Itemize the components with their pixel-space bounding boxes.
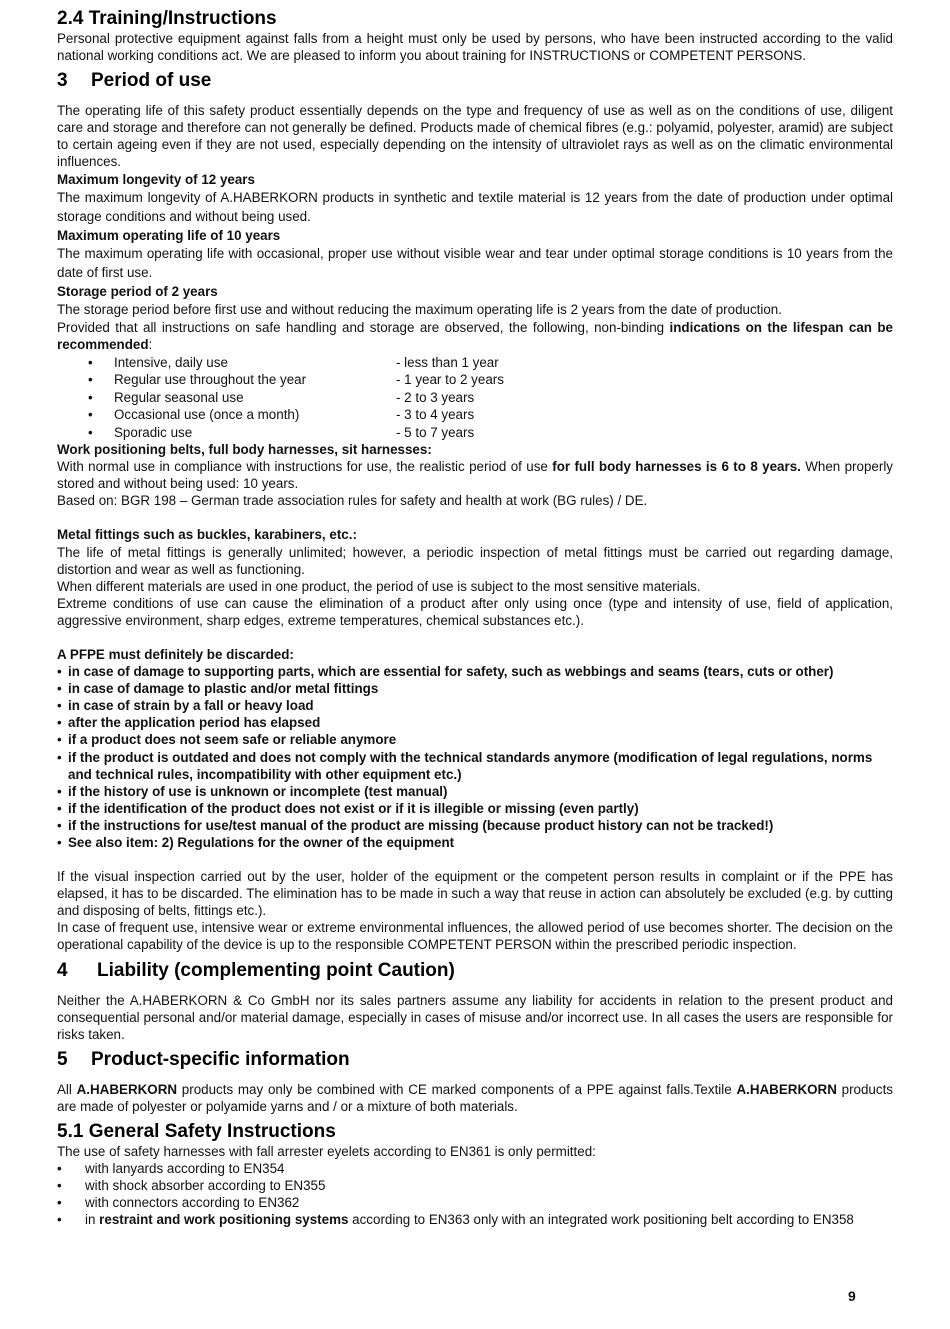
section-3-number: 3 (57, 70, 68, 92)
discard-item-text: after the application period has elapsed (68, 715, 321, 731)
discard-item-text: if the identification of the product does not exist or if it is illegible or missing (even partly) (68, 800, 639, 816)
lifespan-use: Regular seasonal use (114, 389, 244, 405)
lifespan-item (57, 354, 893, 372)
product-info-text: All (57, 1081, 77, 1097)
bullet-icon: • (57, 664, 62, 680)
bullet-icon: • (57, 749, 62, 765)
lifespan-intro (57, 319, 893, 353)
safety-item-text: with lanyards according to EN354 (85, 1161, 285, 1177)
bullet-icon: • (57, 1195, 62, 1211)
section-5-heading (57, 1049, 893, 1071)
discard-item-text: See also item: 2) Regulations for the owner of the equipment (68, 835, 455, 850)
lifespan-item (57, 406, 893, 424)
lifespan-period: - 5 to 7 years (396, 424, 475, 440)
belts-body (57, 458, 893, 492)
frequent-use-body: In case of frequent use, intensive wear or extreme environmental influences, the allowed period of use becomes shorter. The decision on the operational capability of the device is up to the responsible COMPETENT PERSON within the prescribed periodic inspection. (57, 920, 893, 953)
discard-item-text: in case of damage to plastic and/or metal fittings (68, 681, 379, 697)
brand-name: A.HABERKORN (736, 1081, 837, 1097)
discard-item (57, 783, 893, 800)
discard-item (57, 714, 893, 731)
discard-item-text: in case of strain by a fall or heavy load (68, 698, 314, 714)
bullet-icon: • (57, 698, 62, 714)
discard-item-text: if the product is outdated and does not comply with the technical standards anymore (modification of legal regulations, norms and technical rules, incompatibility with other equipment etc.) (68, 749, 873, 782)
section-5-1-heading: 5.1 General Safety Instructions (57, 1121, 336, 1143)
safety-item-text: with shock absorber according to EN355 (85, 1178, 326, 1194)
longevity-heading: Maximum longevity of 12 years (57, 171, 255, 187)
section-2-4-body: Personal protective equipment against falls from a height must only be used by persons, who have been instructed according to the valid national working conditions act. We are pleased to inform you about training for INSTRUCTIONS or COMPETENT PERSONS. (57, 31, 893, 64)
safety-intro: The use of safety harnesses with fall arrester eyelets according to EN361 is only permitted: (57, 1144, 596, 1160)
safety-list (57, 1160, 893, 1228)
bullet-icon: • (88, 424, 93, 440)
discard-item (57, 697, 893, 714)
lifespan-period: - 1 year to 2 years (396, 372, 504, 388)
lifespan-intro-text: Provided that all instructions on safe handling and storage are observed, the following, non-binding (57, 320, 670, 336)
section-3-title: Period of use (91, 70, 212, 92)
lifespan-use: Regular use throughout the year (114, 372, 307, 388)
safety-item-text: according to EN363 only with an integrated work positioning belt according to EN358 (348, 1212, 854, 1228)
visual-inspection-body: If the visual inspection carried out by the user, holder of the equipment or the competent person results in complaint or if the PPE has elapsed, it has to be discarded. The elimination has to be made in such a way that reuse in action can absolutely be excluded (e.g. by cutting and disposing of belts, fittings etc.). (57, 869, 893, 919)
bullet-icon: • (57, 783, 62, 799)
bullet-icon: • (88, 407, 93, 423)
bullet-icon: • (88, 389, 93, 405)
discard-item (57, 834, 893, 851)
section-3-heading (57, 70, 893, 92)
product-info-text: products are made of polyester or polyamide yarns and / or a mixture of both materials. (57, 1081, 893, 1114)
metal-fittings-heading: Metal fittings such as buckles, karabiners, etc.: (57, 527, 357, 543)
liability-body: Neither the A.HABERKORN & Co GmbH nor its sales partners assume any liability for accidents in relation to the present product and consequential personal and/or material damage, especially in cases of misuse and/or incorrect use. In all cases the users are responsible for risks taken. (57, 992, 893, 1042)
discard-item (57, 663, 893, 680)
bullet-icon: • (57, 1212, 62, 1228)
lifespan-period: - 2 to 3 years (396, 389, 475, 405)
bullet-icon: • (88, 372, 93, 388)
page-number: 9 (848, 1288, 856, 1304)
discard-item (57, 817, 893, 834)
bullet-icon: • (57, 1161, 62, 1177)
section-4-heading (57, 960, 893, 982)
extreme-conditions-body: Extreme conditions of use can cause the elimination of a product after only using once (type and intensity of use, field of application, aggressive environment, sharp edges, extreme temperatures, chemical substances etc.). (57, 595, 893, 628)
safety-item-text: with connectors according to EN362 (85, 1195, 300, 1211)
section-5-number: 5 (57, 1048, 68, 1070)
section-5-title: Product-specific information (91, 1048, 350, 1070)
lifespan-item (57, 424, 893, 442)
longevity-body: The maximum longevity of A.HABERKORN products in synthetic and textile material is 12 years from the date of production under optimal storage conditions and without being used. (57, 189, 893, 225)
discard-item (57, 749, 893, 783)
lifespan-list (57, 354, 893, 442)
lifespan-use: Occasional use (once a month) (114, 407, 300, 423)
safety-item-text: in (85, 1212, 100, 1228)
section-4-number: 4 (57, 959, 68, 981)
discard-item-text: if a product does not seem safe or reliable anymore (68, 732, 397, 748)
storage-body: The storage period before first use and without reducing the maximum operating life is 2 years from the date of production. (57, 301, 782, 317)
operating-life-heading: Maximum operating life of 10 years (57, 227, 281, 243)
belts-body-emphasis: for full body harnesses is 6 to 8 years. (552, 459, 801, 475)
product-info-body (57, 1081, 893, 1115)
safety-item (57, 1211, 893, 1228)
discard-item (57, 680, 893, 697)
discard-item (57, 800, 893, 817)
discard-item (57, 731, 893, 748)
bullet-icon: • (57, 1178, 62, 1194)
discard-item-text: if the instructions for use/test manual of the product are missing (because product history can not be tracked!) (68, 817, 774, 833)
section-2-4-heading: 2.4 Training/Instructions (57, 8, 277, 29)
bullet-icon: • (57, 835, 62, 850)
storage-heading: Storage period of 2 years (57, 283, 218, 299)
brand-name: A.HABERKORN (76, 1081, 178, 1097)
materials-body: When different materials are used in one product, the period of use is subject to the most sensitive materials. (57, 578, 701, 594)
operating-life-body: The maximum operating life with occasional, proper use without visible wear and tear under optimal storage conditions is 10 years from the date of first use. (57, 245, 893, 281)
discard-item-text: if the history of use is unknown or incomplete (test manual) (68, 783, 448, 799)
safety-item (57, 1194, 893, 1211)
bullet-icon: • (88, 354, 93, 370)
bullet-icon: • (57, 817, 62, 833)
metal-fittings-body: The life of metal fittings is generally unlimited; however, a periodic inspection of metal fittings must be carried out regarding damage, distortion and wear as well as functioning. (57, 544, 893, 577)
page-content (57, 8, 893, 1229)
lifespan-use: Intensive, daily use (114, 354, 228, 370)
safety-item-emphasis: restraint and work positioning systems (99, 1212, 349, 1228)
section-4-title: Liability (complementing point Caution) (97, 959, 455, 981)
bullet-icon: • (57, 681, 62, 697)
lifespan-period: - less than 1 year (396, 354, 499, 370)
lifespan-intro-colon: : (148, 337, 153, 353)
lifespan-period: - 3 to 4 years (396, 407, 475, 423)
discard-list (57, 663, 893, 851)
belts-body-tail: When properly stored and without being used: 10 years. (57, 459, 893, 492)
discard-heading: A PFPE must definitely be discarded: (57, 646, 294, 662)
bullet-icon: • (57, 800, 62, 816)
lifespan-use: Sporadic use (114, 424, 193, 440)
safety-item (57, 1160, 893, 1177)
discard-item-text: in case of damage to supporting parts, which are essential for safety, such as webbings and seams (tears, cuts or other) (68, 664, 834, 680)
period-of-use-intro: The operating life of this safety product essentially depends on the type and frequency of use as well as on the conditions of use, diligent care and storage and therefore can not generally be defined. Products made of chemical fibres (e.g.: polyamid, polyester, aramid) are subject to certain ageing even if they are not used, especially depending on the intensity of ultraviolet rays as well as on the climatic environmental influences. (57, 103, 893, 170)
belts-heading: Work positioning belts, full body harnesses, sit harnesses: (57, 442, 432, 458)
lifespan-item (57, 389, 893, 407)
belts-body-text: With normal use in compliance with instructions for use, the realistic period of use (57, 459, 553, 475)
safety-item (57, 1177, 893, 1194)
lifespan-intro-emphasis: indications on the lifespan can be recommended (57, 320, 894, 353)
bullet-icon: • (57, 732, 62, 748)
lifespan-item (57, 371, 893, 389)
product-info-text: products may only be combined with CE marked components of a PPE against falls.Textile (177, 1081, 737, 1097)
bullet-icon: • (57, 715, 62, 731)
belts-basis: Based on: BGR 198 – German trade association rules for safety and health at work (BG rules) / DE. (57, 493, 648, 509)
